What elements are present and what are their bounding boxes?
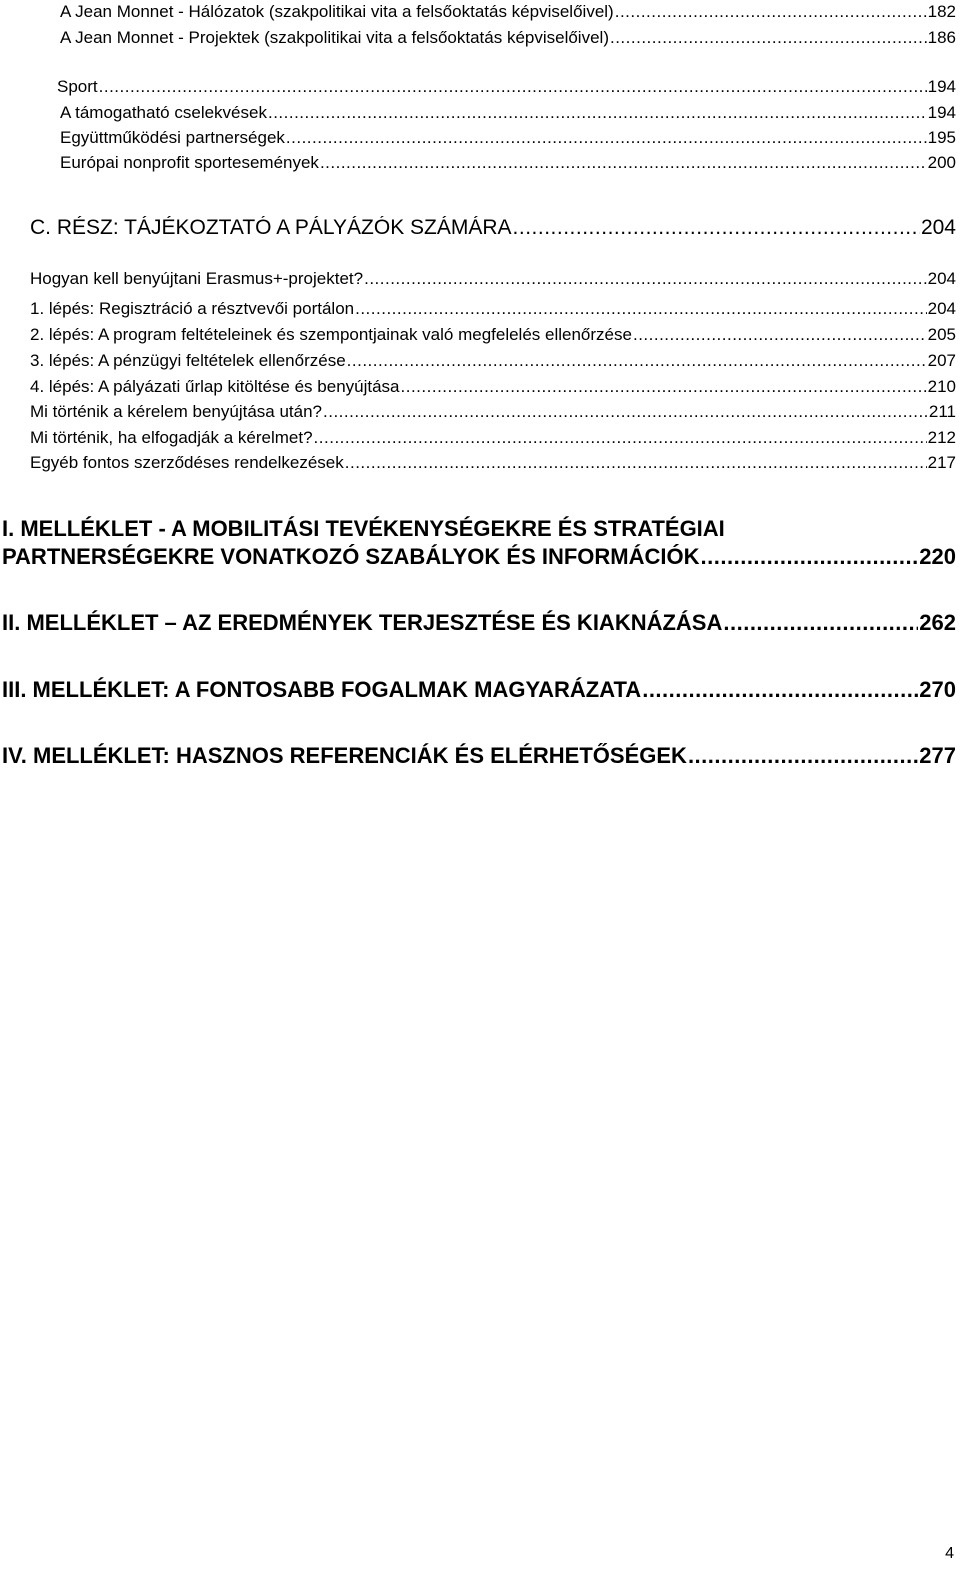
toc-leader [701, 543, 919, 571]
toc-entry: Mi történik a kérelem benyújtása után? ..... 211 [30, 402, 956, 422]
toc-leader [688, 742, 918, 770]
toc-annex-heading: III. MELLÉKLET: A FONTOSABB FOGALMAK MAGYARÁZATA ..... 270 [2, 676, 956, 704]
page-number: 4 [945, 1545, 954, 1562]
toc-part-heading: C. RÉSZ: TÁJÉKOZTATÓ A PÁLYÁZÓK SZÁMÁRA ..... 204 [30, 216, 956, 240]
toc-leader [723, 609, 918, 637]
toc-annex-heading: II. MELLÉKLET – AZ EREDMÉNYEK TERJESZTÉSE ÉS KIAKNÁZÁSA ..... 262 [2, 609, 956, 637]
toc-leader [364, 269, 927, 289]
toc-leader [401, 377, 927, 397]
toc-leader [642, 676, 918, 704]
toc-annex-heading: IV. MELLÉKLET: HASZNOS REFERENCIÁK ÉS ELÉRHETŐSÉGEK ..... 277 [2, 742, 956, 770]
toc-leader [99, 77, 927, 97]
toc-entry: 2. lépés: A program feltételeinek és szempontjainak való megfelelés ellenőrzése ..... 205 [30, 325, 956, 345]
toc-entry: 4. lépés: A pályázati űrlap kitöltése és benyújtása ..... 210 [30, 377, 956, 397]
toc-entry: Hogyan kell benyújtani Erasmus+-projektet? ..... 204 [30, 269, 956, 289]
toc-entry: Egyéb fontos szerződéses rendelkezések ..... 217 [30, 453, 956, 473]
toc-leader [610, 28, 927, 48]
toc-entry: 1. lépés: Regisztráció a résztvevői portálon ..... 204 [30, 299, 956, 319]
toc-leader [615, 2, 927, 22]
toc-leader [345, 453, 927, 473]
toc-annex-heading: I. MELLÉKLET - A MOBILITÁSI TEVÉKENYSÉGEKRE ÉS STRATÉGIAI PARTNERSÉGEKRE VONATKOZÓ SZABÁLYOK ÉS INFORMÁCIÓK ..... 220 [2, 515, 956, 571]
toc-entry: A Jean Monnet - Hálózatok (szakpolitikai vita a felsőoktatás képviselőivel) ..... 182 [60, 2, 956, 22]
toc-entry: Mi történik, ha elfogadják a kérelmet? ..... 212 [30, 428, 956, 448]
toc-entry: Együttműködési partnerségek ..... 195 [60, 128, 956, 148]
toc-entry: Sport ..... 194 [57, 77, 956, 97]
toc-leader [268, 103, 927, 123]
toc-leader [355, 299, 927, 319]
toc-leader [320, 153, 927, 173]
toc-entry: A támogatható cselekvések ..... 194 [60, 103, 956, 123]
toc-leader [314, 428, 927, 448]
toc-leader [347, 351, 927, 371]
toc-leader [633, 325, 927, 345]
toc-entry: Európai nonprofit sportesemények ..... 200 [60, 153, 956, 173]
toc-entry: A Jean Monnet - Projektek (szakpolitikai vita a felsőoktatás képviselőivel) ..... 186 [60, 28, 956, 48]
toc-leader [323, 402, 928, 422]
toc-leader [286, 128, 927, 148]
toc-entry: 3. lépés: A pénzügyi feltételek ellenőrzése ..... 207 [30, 351, 956, 371]
toc-leader [513, 216, 920, 240]
